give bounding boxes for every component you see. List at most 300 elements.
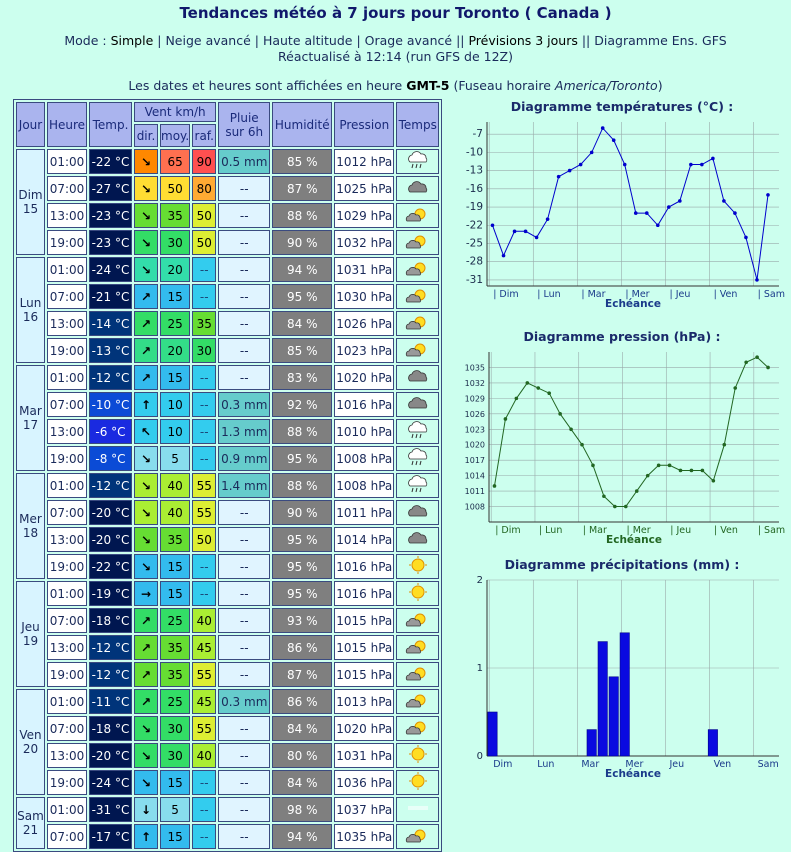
hour-cell: 19:00 [47,338,87,363]
table-row [16,500,439,525]
temp-cell: -17 °C [89,824,132,849]
wind-gust-cell: -- [192,284,216,309]
wind-avg-cell: 40 [160,473,190,498]
x-tick-label: | Mar [582,525,607,536]
rain-cell: -- [218,527,270,552]
data-point [744,236,748,240]
data-point [557,175,561,179]
hour-cell: 13:00 [47,203,87,228]
hour-cell: 07:00 [47,608,87,633]
table-row [16,743,439,768]
mode-simple[interactable]: Simple [110,33,154,48]
tz-open: (Fuseau horaire [453,78,551,93]
x-tick-label: | Dim [495,525,521,536]
wind-avg-cell: 65 [160,149,190,174]
pressure-cell: 1026 hPa [334,311,394,336]
wind-avg-cell: 15 [160,554,190,579]
temp-cell: -19 °C [89,581,132,606]
table-row [16,716,439,741]
y-tick-label: 1014 [464,471,485,481]
y-tick-label: 1035 [464,363,485,373]
humidity-cell: 88 % [272,473,332,498]
wind-avg-cell: 35 [160,203,190,228]
data-point [766,193,770,197]
data-point [733,211,737,215]
temp-chart-svg [459,114,785,310]
wind-gust-cell: 55 [192,662,216,687]
table-row [16,608,439,633]
wind-dir-icon: ↗ [134,284,158,309]
day-cell: Mar 17 [16,365,45,471]
data-point [712,479,716,483]
updated-text: Réactualisé à 12:14 (run GFS de 12Z) [278,49,513,64]
wind-avg-cell: 25 [160,311,190,336]
table-row [16,473,439,498]
tz-prefix: Les dates et heures sont affichées en heure [128,78,403,93]
temp-cell: -18 °C [89,716,132,741]
y-tick-label: -19 [465,201,483,214]
table-row [16,203,439,228]
table-row [16,149,439,174]
hour-cell: 01:00 [47,797,87,822]
pressure-cell: 1012 hPa [334,149,394,174]
snow-storm-icon [396,149,439,174]
y-tick-label: -10 [465,146,483,159]
data-point [515,397,519,401]
wind-gust-cell: -- [192,581,216,606]
sun-cloud-icon [396,662,439,687]
sun-cloud-icon [396,230,439,255]
wind-avg-cell: 10 [160,392,190,417]
data-point [536,386,540,390]
humidity-cell: 84 % [272,770,332,795]
temp-cell: -31 °C [89,797,132,822]
wind-dir-icon: ↘ [134,770,158,795]
data-point [493,484,497,488]
x-axis-label: Echéance [605,298,661,310]
pressure-cell: 1037 hPa [334,797,394,822]
sun-cloud-icon [396,311,439,336]
pressure-cell: 1015 hPa [334,635,394,660]
pressure-cell: 1035 hPa [334,824,394,849]
link-ens-gfs[interactable]: Diagramme Ens. GFS [594,33,727,48]
mode-label: Mode : [64,33,107,48]
data-point [535,236,539,240]
humidity-cell: 87 % [272,176,332,201]
rain-cell: -- [218,365,270,390]
x-tick-label: | Lun [537,289,561,300]
hour-cell: 01:00 [47,473,87,498]
temp-cell: -24 °C [89,770,132,795]
rain-cell: 1.3 mm [218,419,270,444]
table-row [16,824,439,849]
mode-altitude[interactable]: Haute altitude [262,33,353,48]
x-tick-label: Mar [581,759,600,770]
table-row [16,581,439,606]
wind-avg-cell: 30 [160,230,190,255]
col-pres: Pression [334,102,394,147]
temp-cell: -22 °C [89,554,132,579]
rain-cell: -- [218,338,270,363]
table-row [16,554,439,579]
table-row [16,176,439,201]
data-point [678,199,682,203]
rain-cell: 0.3 mm [218,689,270,714]
data-point [613,505,617,509]
mode-bar: Mode : Simple | Neige avancé | Haute altitude | Orage avancé || Prévisions 3 jours || Diagramme Ens. GFS [64,33,727,48]
temp-cell: -20 °C [89,743,132,768]
y-tick-label: 1029 [464,394,485,404]
data-point [667,205,671,209]
humidity-cell: 85 % [272,338,332,363]
wind-avg-cell: 15 [160,581,190,606]
precip-bar [587,730,596,756]
x-axis-label: Echéance [605,768,661,780]
rain-cell: -- [218,662,270,687]
humidity-cell: 95 % [272,446,332,471]
temp-cell: -27 °C [89,176,132,201]
rain-cell: -- [218,176,270,201]
temp-cell: -8 °C [89,446,132,471]
humidity-cell: 93 % [272,608,332,633]
pressure-cell: 1008 hPa [334,446,394,471]
data-point [502,254,506,258]
temp-cell: -13 °C [89,338,132,363]
wind-dir-icon: ↑ [134,392,158,417]
mode-neige[interactable]: Neige avancé [165,33,251,48]
cloud-icon [396,392,439,417]
y-tick-label: 1032 [464,378,485,388]
sun-icon [396,770,439,795]
data-point [722,199,726,203]
data-point [755,355,759,359]
temperature-chart [459,99,785,314]
wind-gust-cell: 55 [192,716,216,741]
x-tick-label: Ven [713,759,732,770]
rain-cell: -- [218,824,270,849]
wind-avg-cell: 40 [160,500,190,525]
pressure-cell: 1029 hPa [334,203,394,228]
x-tick-label: | Mar [581,289,606,300]
pressure-cell: 1008 hPa [334,473,394,498]
sun-cloud-icon [396,257,439,282]
pres-chart-svg [459,344,785,558]
x-tick-label: | Ven [714,525,738,536]
day-cell: Ven 20 [16,689,45,795]
y-tick-label: 1026 [464,409,485,419]
data-point [504,417,508,421]
data-point [569,427,573,431]
temp-cell: -10 °C [89,392,132,417]
humidity-cell: 95 % [272,554,332,579]
y-tick-label: -7 [472,128,483,141]
humidity-cell: 98 % [272,797,332,822]
y-tick-label: -22 [465,219,483,232]
y-tick-label: 1008 [464,502,485,512]
data-point [491,223,495,227]
hour-cell: 07:00 [47,824,87,849]
humidity-cell: 86 % [272,689,332,714]
sun-cloud-icon [396,338,439,363]
x-tick-label: | Jeu [670,525,692,536]
precip-bar [609,677,618,756]
precip-chart-svg [459,572,785,786]
rain-cell: -- [218,770,270,795]
x-tick-label: Sam [757,759,779,770]
wind-dir-icon: ↗ [134,338,158,363]
temp-cell: -21 °C [89,284,132,309]
pres-chart-title: Diagramme pression (hPa) : [523,329,721,344]
pressure-cell: 1030 hPa [334,284,394,309]
data-point [634,211,638,215]
wind-dir-icon: ↘ [134,716,158,741]
humidity-cell: 94 % [272,824,332,849]
table-row [16,527,439,552]
data-point [635,489,639,493]
x-tick-label: | Sam [757,289,785,300]
data-point [744,361,748,365]
rain-cell: 0.3 mm [218,392,270,417]
hour-cell: 01:00 [47,581,87,606]
hour-cell: 01:00 [47,365,87,390]
data-point [733,386,737,390]
hour-cell: 19:00 [47,230,87,255]
temp-cell: -23 °C [89,203,132,228]
pressure-cell: 1023 hPa [334,338,394,363]
tz-close: ) [657,78,663,93]
temp-cell: -20 °C [89,527,132,552]
data-point [668,464,672,468]
wind-avg-cell: 15 [160,824,190,849]
pressure-cell: 1016 hPa [334,392,394,417]
col-dir: dir. [134,124,158,147]
sun-icon [396,743,439,768]
wind-dir-icon: ↘ [134,500,158,525]
wind-gust-cell: 90 [192,149,216,174]
y-tick-label: 1 [476,663,483,674]
tz-name: America/Toronto [554,78,658,93]
wind-avg-cell: 25 [160,608,190,633]
y-tick-label: -16 [465,182,483,195]
hour-cell: 13:00 [47,311,87,336]
timezone-text [0,78,791,93]
wind-avg-cell: 15 [160,284,190,309]
hour-cell: 07:00 [47,284,87,309]
hour-cell: 07:00 [47,392,87,417]
wind-avg-cell: 50 [160,176,190,201]
forecast-table [13,99,442,852]
data-point [590,151,594,155]
y-tick-label: -25 [465,237,483,250]
data-point [701,469,705,473]
plot-area [489,352,779,522]
pressure-cell: 1015 hPa [334,662,394,687]
precip-bar [598,642,607,756]
rain-cell: -- [218,797,270,822]
rain-cell: -- [218,554,270,579]
pressure-chart [459,329,785,562]
wind-dir-icon: ↘ [134,554,158,579]
temp-cell: -12 °C [89,473,132,498]
x-tick-label: | Mer [625,289,650,300]
wind-dir-icon: ↗ [134,311,158,336]
table-row [16,419,439,444]
data-point [568,169,572,173]
wind-dir-icon: ↗ [134,635,158,660]
table-row [16,635,439,660]
wind-avg-cell: 35 [160,635,190,660]
data-point [645,211,649,215]
temp-cell: -11 °C [89,689,132,714]
col-vent: Vent km/h [134,102,216,122]
data-point [690,469,694,473]
data-point [524,230,528,234]
pressure-cell: 1020 hPa [334,365,394,390]
table-row [16,662,439,687]
data-point [656,223,660,227]
humidity-cell: 84 % [272,716,332,741]
x-tick-label: | Ven [713,289,738,300]
day-cell: Sam 21 [16,797,45,849]
x-axis-label: Echéance [606,534,662,546]
wind-gust-cell: -- [192,770,216,795]
page-title: Tendances météo à 7 jours pour Toronto ( Canada ) [179,4,612,22]
rain-cell: -- [218,500,270,525]
wind-gust-cell: 45 [192,689,216,714]
data-point [526,381,530,385]
data-point [547,391,551,395]
table-row [16,446,439,471]
table-row [16,257,439,282]
wind-gust-cell: -- [192,392,216,417]
cloud-icon [396,527,439,552]
cloud-icon [396,500,439,525]
link-3days[interactable]: Prévisions 3 jours [468,33,578,48]
y-tick-label: 1011 [464,487,485,497]
sun-icon [396,554,439,579]
x-tick-label: | Lun [538,525,563,536]
wind-dir-icon: ↘ [134,446,158,471]
data-point [766,366,770,370]
table-row [16,392,439,417]
x-tick-label: Dim [493,759,513,770]
humidity-cell: 88 % [272,203,332,228]
data-point [722,443,726,447]
temp-cell: -14 °C [89,311,132,336]
rain-cell: -- [218,635,270,660]
sun-cloud-icon [396,689,439,714]
wind-avg-cell: 5 [160,446,190,471]
wind-gust-cell: 80 [192,176,216,201]
temp-cell: -18 °C [89,608,132,633]
wind-avg-cell: 35 [160,662,190,687]
data-point [711,157,715,161]
hour-cell: 07:00 [47,500,87,525]
humidity-cell: 94 % [272,257,332,282]
x-tick-label: | Sam [757,525,785,536]
table-row [16,770,439,795]
data-point [755,278,759,282]
rain-cell: -- [218,608,270,633]
wind-gust-cell: -- [192,446,216,471]
wind-avg-cell: 30 [160,716,190,741]
temp-cell: -12 °C [89,635,132,660]
hour-cell: 01:00 [47,257,87,282]
wind-dir-icon: ↗ [134,662,158,687]
hour-cell: 19:00 [47,770,87,795]
humidity-cell: 92 % [272,392,332,417]
wind-avg-cell: 20 [160,338,190,363]
col-jour: Jour [16,102,45,147]
wind-gust-cell: -- [192,257,216,282]
table-row [16,797,439,822]
precip-chart [459,557,785,790]
snow-storm-icon [396,446,439,471]
mode-orage[interactable]: Orage avancé [364,33,453,48]
hour-cell: 07:00 [47,716,87,741]
data-point [689,163,693,167]
x-tick-label: Mer [625,759,644,770]
data-point [602,494,606,498]
sun-icon [396,581,439,606]
hour-cell: 19:00 [47,446,87,471]
wind-dir-icon: ↑ [134,824,158,849]
wind-avg-cell: 35 [160,527,190,552]
wind-dir-icon: → [134,581,158,606]
day-cell: Jeu 19 [16,581,45,687]
x-tick-label: | Mer [626,525,651,536]
y-tick-label: -13 [465,164,483,177]
cloud-icon [396,365,439,390]
col-moy: moy. [160,124,190,147]
snow-storm-icon [396,419,439,444]
pressure-cell: 1016 hPa [334,554,394,579]
wind-avg-cell: 15 [160,365,190,390]
wind-gust-cell: 30 [192,338,216,363]
sun-cloud-icon [396,608,439,633]
hour-cell: 13:00 [47,419,87,444]
wind-dir-icon: ↘ [134,473,158,498]
table-row [16,230,439,255]
temp-chart-title: Diagramme températures (°C) : [510,99,734,114]
x-tick-label: Lun [537,759,555,770]
x-tick-label: | Dim [493,289,519,300]
temp-cell: -23 °C [89,230,132,255]
pressure-cell: 1036 hPa [334,770,394,795]
precip-chart-title: Diagramme précipitations (mm) : [504,557,740,572]
y-tick-label: 2 [476,575,483,586]
pressure-cell: 1014 hPa [334,527,394,552]
data-point [700,163,704,167]
pressure-cell: 1025 hPa [334,176,394,201]
humidity-cell: 84 % [272,311,332,336]
wind-dir-icon: ↖ [134,419,158,444]
data-point [623,163,627,167]
wind-gust-cell: 45 [192,635,216,660]
table-row [16,311,439,336]
day-cell: Lun 16 [16,257,45,363]
wind-dir-icon: ↗ [134,689,158,714]
wind-dir-icon: ↘ [134,203,158,228]
wind-avg-cell: 15 [160,770,190,795]
wind-dir-icon: ↓ [134,797,158,822]
hour-cell: 01:00 [47,689,87,714]
data-point [513,230,517,234]
wind-gust-cell: -- [192,824,216,849]
wind-avg-cell: 5 [160,797,190,822]
wind-gust-cell: 40 [192,743,216,768]
y-tick-label: 0 [476,751,483,762]
